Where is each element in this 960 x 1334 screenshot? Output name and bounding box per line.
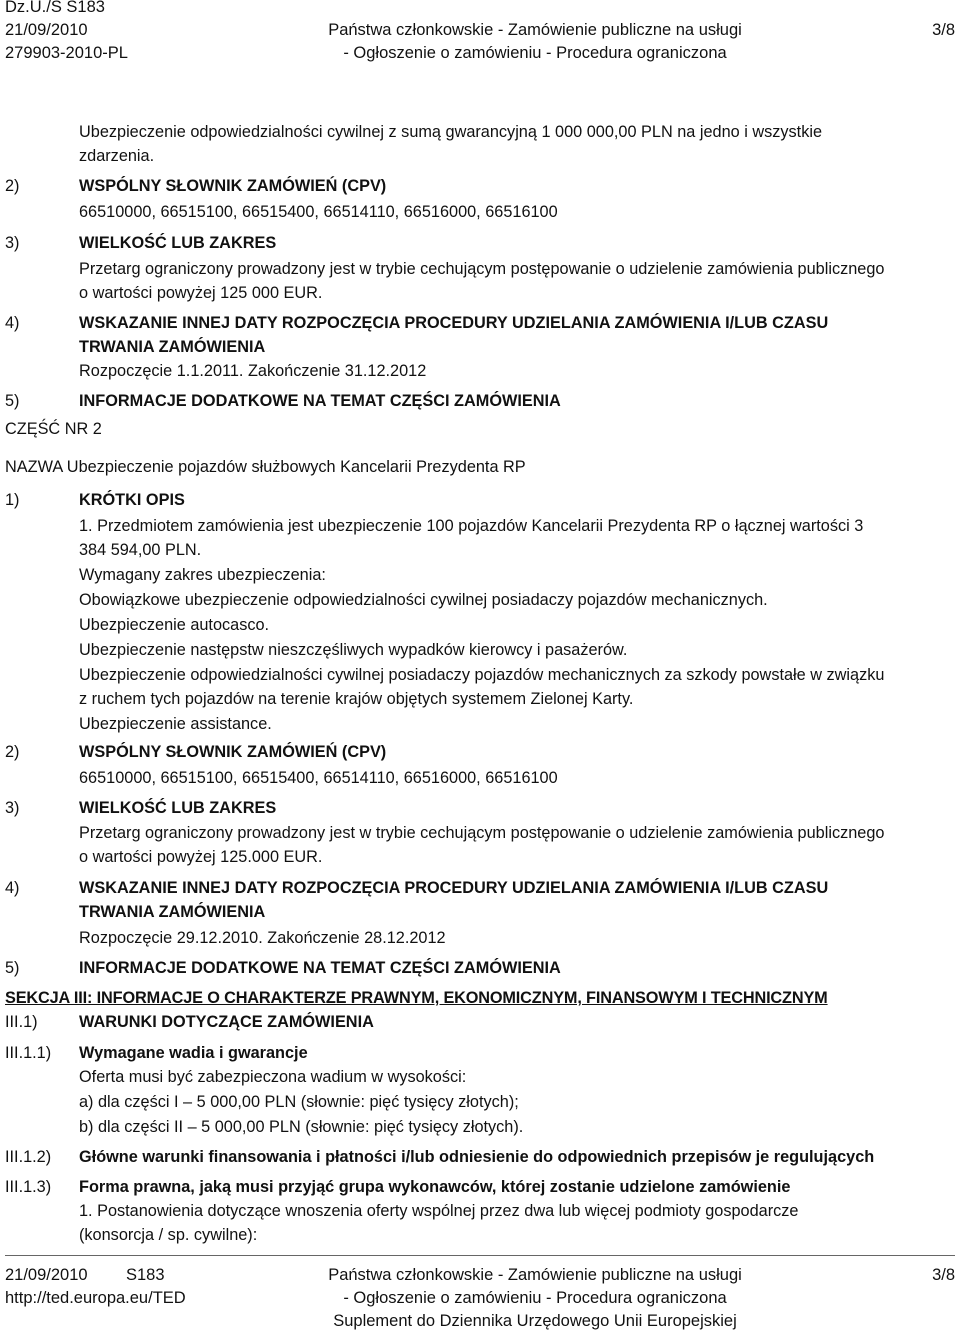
p2-s1-number: 1) <box>5 491 20 509</box>
p2-s2-number: 2) <box>5 743 20 761</box>
p2-desc-6: Ubezpieczenie następstw nieszczęśliwych wypadków kierowcy i pasażerów. <box>79 641 628 659</box>
p2-s3-title: WIELKOŚĆ LUB ZAKRES <box>79 799 277 817</box>
p1-s3-text-2: o wartości powyżej 125 000 EUR. <box>79 284 323 302</box>
s3-1-1-text-3: b) dla części II – 5 000,00 PLN (słownie: pięć tysięcy złotych). <box>79 1118 524 1136</box>
p2-desc-9: Ubezpieczenie assistance. <box>79 715 272 733</box>
header-subtitle: - Ogłoszenie o zamówieniu - Procedura ograniczona <box>343 44 727 62</box>
s3-1-2-number: III.1.2) <box>5 1148 52 1166</box>
journal-ref: Dz.U./S S183 <box>5 0 105 16</box>
s3-1-3-title: Forma prawna, jaką musi przyjąć grupa wykonawców, której zostanie udzielone zamówienie <box>79 1178 791 1196</box>
header-page-number: 3/8 <box>932 21 955 39</box>
footer-url[interactable]: http://ted.europa.eu/TED <box>5 1289 186 1307</box>
header-notice-ref: 279903-2010-PL <box>5 44 128 62</box>
footer-date: 21/09/2010 <box>5 1266 88 1284</box>
p2-desc-8: z ruchem tych pojazdów na terenie krajów objętych systemem Zielonej Karty. <box>79 690 634 708</box>
p2-s4-number: 4) <box>5 879 20 897</box>
footer-supplement: Suplement do Dziennika Urzędowego Unii Europejskiej <box>333 1312 737 1330</box>
s3-1-3-text-1: 1. Postanowienia dotyczące wnoszenia oferty wspólnej przez dwa lub więcej podmioty gospodarcze <box>79 1202 799 1220</box>
footer-title: Państwa członkowskie - Zamówienie publiczne na usługi <box>328 1266 742 1284</box>
section-3-heading: SEKCJA III: INFORMACJE O CHARAKTERZE PRAWNYM, EKONOMICZNYM, FINANSOWYM I TECHNICZNYM <box>5 989 828 1007</box>
p2-desc-2: 384 594,00 PLN. <box>79 541 202 559</box>
p1-s2-cpv: 66510000, 66515100, 66515400, 66514110, 66516000, 66516100 <box>79 203 558 221</box>
p1-s2-title: WSPÓLNY SŁOWNIK ZAMÓWIEŃ (CPV) <box>79 177 387 195</box>
p2-s5-title: INFORMACJE DODATKOWE NA TEMAT CZĘŚCI ZAMÓWIENIA <box>79 959 561 977</box>
p2-s2-title: WSPÓLNY SŁOWNIK ZAMÓWIEŃ (CPV) <box>79 743 387 761</box>
part2-name: NAZWA Ubezpieczenie pojazdów służbowych Kancelarii Prezydenta RP <box>5 458 526 476</box>
p2-desc-3: Wymagany zakres ubezpieczenia: <box>79 566 326 584</box>
part2-label: CZĘŚĆ NR 2 <box>5 420 102 438</box>
p1-s4-title-1: WSKAZANIE INNEJ DATY ROZPOCZĘCIA PROCEDURY UDZIELANIA ZAMÓWIENIA I/LUB CZASU <box>79 314 829 332</box>
header-date: 21/09/2010 <box>5 21 88 39</box>
p2-s4-title-2: TRWANIA ZAMÓWIENIA <box>79 903 266 921</box>
s3-1-1-title: Wymagane wadia i gwarancje <box>79 1044 308 1062</box>
p1-s3-number: 3) <box>5 234 20 252</box>
s3-1-2-title: Główne warunki finansowania i płatności i/lub odniesienie do odpowiednich przepisów je regulujących <box>79 1148 875 1166</box>
p2-s2-cpv: 66510000, 66515100, 66515400, 66514110, 66516000, 66516100 <box>79 769 558 787</box>
footer-subtitle: - Ogłoszenie o zamówieniu - Procedura ograniczona <box>343 1289 727 1307</box>
p2-s3-text-2: o wartości powyżej 125.000 EUR. <box>79 848 323 866</box>
p2-desc-7: Ubezpieczenie odpowiedzialności cywilnej posiadaczy pojazdów mechanicznych za szkody powstałe w związku <box>79 666 885 684</box>
p2-s5-number: 5) <box>5 959 20 977</box>
s3-1-number: III.1) <box>5 1013 38 1031</box>
p2-s4-dates: Rozpoczęcie 29.12.2010. Zakończenie 28.12.2012 <box>79 929 446 947</box>
footer-page-number: 3/8 <box>932 1266 955 1284</box>
p2-s3-text-1: Przetarg ograniczony prowadzony jest w trybie cechującym postępowanie o udzielenie zamówienia publicznego <box>79 824 885 842</box>
footer-rule <box>5 1255 955 1256</box>
p1-s4-title-2: TRWANIA ZAMÓWIENIA <box>79 338 266 356</box>
header-title: Państwa członkowskie - Zamówienie publiczne na usługi <box>328 21 742 39</box>
s3-1-3-number: III.1.3) <box>5 1178 52 1196</box>
footer-issue: S183 <box>126 1266 165 1284</box>
p1-s2-number: 2) <box>5 177 20 195</box>
s3-1-1-text-1: Oferta musi być zabezpieczona wadium w wysokości: <box>79 1068 467 1086</box>
p1-s5-title: INFORMACJE DODATKOWE NA TEMAT CZĘŚCI ZAMÓWIENIA <box>79 392 561 410</box>
s3-1-3-text-2: (konsorcja / sp. cywilne): <box>79 1226 258 1244</box>
p2-s4-title-1: WSKAZANIE INNEJ DATY ROZPOCZĘCIA PROCEDURY UDZIELANIA ZAMÓWIENIA I/LUB CZASU <box>79 879 829 897</box>
p2-desc-5: Ubezpieczenie autocasco. <box>79 616 270 634</box>
p1-s4-number: 4) <box>5 314 20 332</box>
p2-desc-4: Obowiązkowe ubezpieczenie odpowiedzialności cywilnej posiadaczy pojazdów mechanicznych. <box>79 591 768 609</box>
s3-1-1-text-2: a) dla części I – 5 000,00 PLN (słownie: pięć tysięcy złotych); <box>79 1093 519 1111</box>
p1-s3-text-1: Przetarg ograniczony prowadzony jest w trybie cechującym postępowanie o udzielenie zamówienia publicznego <box>79 260 885 278</box>
p2-desc-1: 1. Przedmiotem zamówienia jest ubezpieczenie 100 pojazdów Kancelarii Prezydenta RP o łącznej wartości 3 <box>79 517 864 535</box>
p1-s5-number: 5) <box>5 392 20 410</box>
p2-s3-number: 3) <box>5 799 20 817</box>
cont-line-2: zdarzenia. <box>79 147 155 165</box>
s3-1-title: WARUNKI DOTYCZĄCE ZAMÓWIENIA <box>79 1013 374 1031</box>
p1-s3-title: WIELKOŚĆ LUB ZAKRES <box>79 234 277 252</box>
cont-line-1: Ubezpieczenie odpowiedzialności cywilnej z sumą gwarancyjną 1 000 000,00 PLN na jedno i wszystkie <box>79 123 823 141</box>
p2-s1-title: KRÓTKI OPIS <box>79 491 185 509</box>
s3-1-1-number: III.1.1) <box>5 1044 52 1062</box>
p1-s4-dates: Rozpoczęcie 1.1.2011. Zakończenie 31.12.2012 <box>79 362 427 380</box>
